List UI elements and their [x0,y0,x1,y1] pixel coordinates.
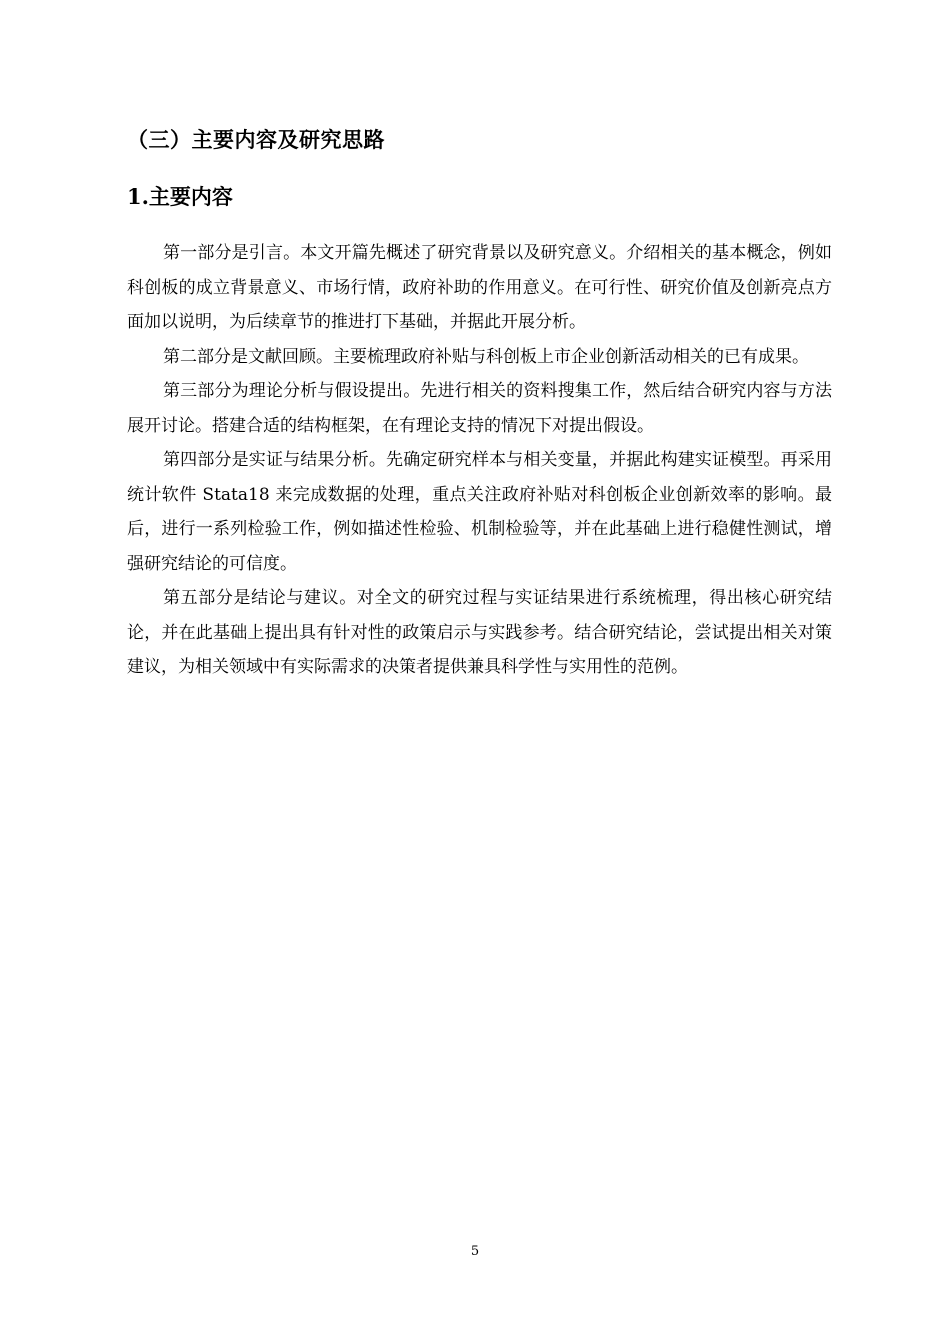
sub-heading: 1.主要内容 [127,184,233,209]
section-heading: （三）主要内容及研究思路 [127,127,385,152]
paragraph-empirical-analysis: 第四部分是实证与结果分析。先确定研究样本与相关变量，并据此构建实证模型。再采用统计软件 Stata18 来完成数据的处理，重点关注政府补贴对科创板企业创新效率的影响。最后，进行一系列检验工作，例如描述性检验、机制检验等，并在此基础上进行稳健性测试，增强研究结论的可信度。 [127,450,832,574]
page-number: 5 [470,1244,480,1259]
paragraph-theory-hypothesis: 第三部分为理论分析与假设提出。先进行相关的资料搜集工作，然后结合研究内容与方法展开讨论。搭建合适的结构框架，在有理论支持的情况下对提出假设。 [127,381,832,436]
body-text [127,236,832,685]
paragraph-conclusion: 第五部分是结论与建议。对全文的研究过程与实证结果进行系统梳理，得出核心研究结论，并在此基础上提出具有针对性的政策启示与实践参考。结合研究结论，尝试提出相关对策建议，为相关领域中有实际需求的决策者提供兼具科学性与实用性的范例。 [127,588,832,677]
paragraph-literature-review: 第二部分是文献回顾。主要梳理政府补贴与科创板上市企业创新活动相关的已有成果。 [163,346,809,367]
paragraph-introduction: 第一部分是引言。本文开篇先概述了研究背景以及研究意义。介绍相关的基本概念，例如科创板的成立背景意义、市场行情，政府补助的作用意义。在可行性、研究价值及创新亮点方面加以说明，为后续章节的推进打下基础，并据此开展分析。 [127,243,832,332]
